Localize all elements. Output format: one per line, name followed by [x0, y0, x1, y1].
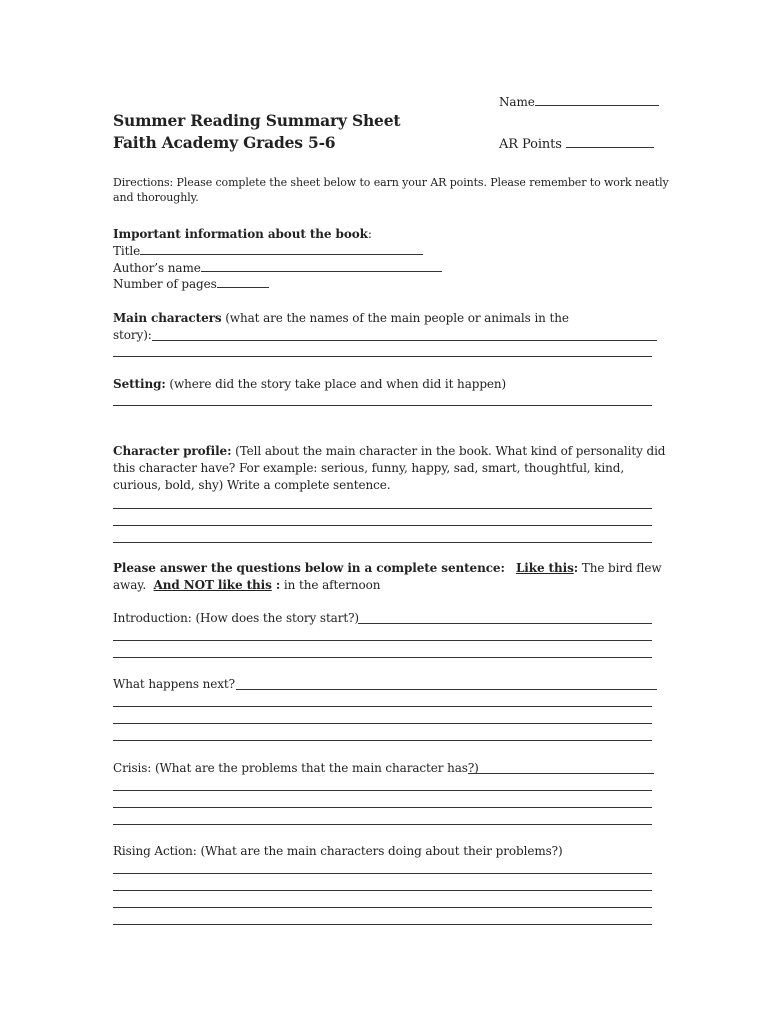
crisis-question: Crisis: (What are the problems that the main character has?) [113, 761, 479, 775]
instructions-bold: Please answer the questions below in a complete sentence: [113, 561, 505, 575]
ar-points-label: AR Points [499, 137, 562, 152]
author-field [113, 260, 442, 276]
introduction-answer-line[interactable] [113, 640, 652, 641]
author-label: Author’s name [113, 261, 201, 275]
character-profile-label: Character profile: [113, 444, 232, 458]
character-profile-answer-line[interactable] [113, 542, 652, 543]
ar-points-blank[interactable] [566, 136, 654, 148]
title-blank[interactable] [140, 243, 423, 255]
title-label: Title [113, 244, 141, 258]
rising-action-answer-line[interactable] [113, 873, 652, 874]
setting-answer-line[interactable] [113, 405, 652, 406]
main-characters-line-2: story): [113, 328, 152, 342]
rising-action-question: Rising Action: (What are the main characters doing about their problems?) [113, 844, 563, 858]
ar-points-field [499, 136, 654, 153]
book-info-heading: Important information about the book: [113, 227, 372, 241]
what-next-answer-line[interactable] [113, 740, 652, 741]
setting-prompt: Setting: (where did the story take place and when did it happen) [113, 377, 507, 391]
what-next-answer-line[interactable] [113, 723, 652, 724]
instructions-line-1: Please answer the questions below in a complete sentence: Like this: The bird flew [113, 561, 662, 575]
not-like-label: And NOT like this [153, 578, 272, 592]
like-this-label: Like this [515, 561, 574, 575]
setting-label: Setting: [113, 377, 166, 391]
author-blank[interactable] [201, 260, 442, 272]
character-profile-line-2: this character have? For example: serious, funny, happy, sad, smart, thoughtful, kind, [113, 461, 625, 475]
character-profile-answer-line[interactable] [113, 508, 652, 509]
character-profile-line-3: curious, bold, shy) Write a complete sentence. [113, 478, 391, 492]
rising-action-answer-line[interactable] [113, 924, 652, 925]
instructions-line-2: away. And NOT like this : in the afternoon [113, 578, 381, 592]
what-next-answer-line[interactable] [236, 689, 657, 690]
main-characters-answer-line[interactable] [113, 356, 652, 357]
name-blank[interactable] [535, 94, 659, 106]
what-next-answer-line[interactable] [113, 706, 652, 707]
like-this-example: The bird flew [578, 561, 662, 575]
main-characters-prompt: Main characters (what are the names of the main people or animals in the [113, 311, 569, 325]
character-profile-answer-line[interactable] [113, 525, 652, 526]
introduction-question: Introduction: (How does the story start?) [113, 611, 360, 625]
rising-action-answer-line[interactable] [113, 890, 652, 891]
not-like-example: in the afternoon [280, 578, 381, 592]
title-field [113, 243, 423, 259]
pages-blank[interactable] [217, 276, 269, 288]
crisis-answer-line[interactable] [113, 824, 652, 825]
introduction-answer-line[interactable] [358, 623, 652, 624]
page-subtitle: Faith Academy Grades 5-6 [113, 133, 336, 152]
crisis-answer-line[interactable] [468, 773, 654, 774]
crisis-answer-line[interactable] [113, 807, 652, 808]
introduction-answer-line[interactable] [113, 657, 652, 658]
main-characters-label: Main characters [113, 311, 222, 325]
pages-field [113, 276, 269, 292]
pages-label: Number of pages [113, 277, 217, 291]
rising-action-answer-line[interactable] [113, 907, 652, 908]
directions-line-2: and thoroughly. [113, 191, 199, 204]
crisis-answer-line[interactable] [113, 790, 652, 791]
page-title: Summer Reading Summary Sheet [113, 111, 401, 130]
directions-line-1: Directions: Please complete the sheet below to earn your AR points. Please remember to work neatly [113, 176, 669, 189]
main-characters-answer-line[interactable] [152, 340, 657, 341]
name-label: Name [499, 95, 535, 109]
name-field [499, 94, 659, 110]
character-profile-prompt: Character profile: (Tell about the main character in the book. What kind of personality did [113, 444, 666, 458]
what-next-question: What happens next? [113, 677, 235, 691]
